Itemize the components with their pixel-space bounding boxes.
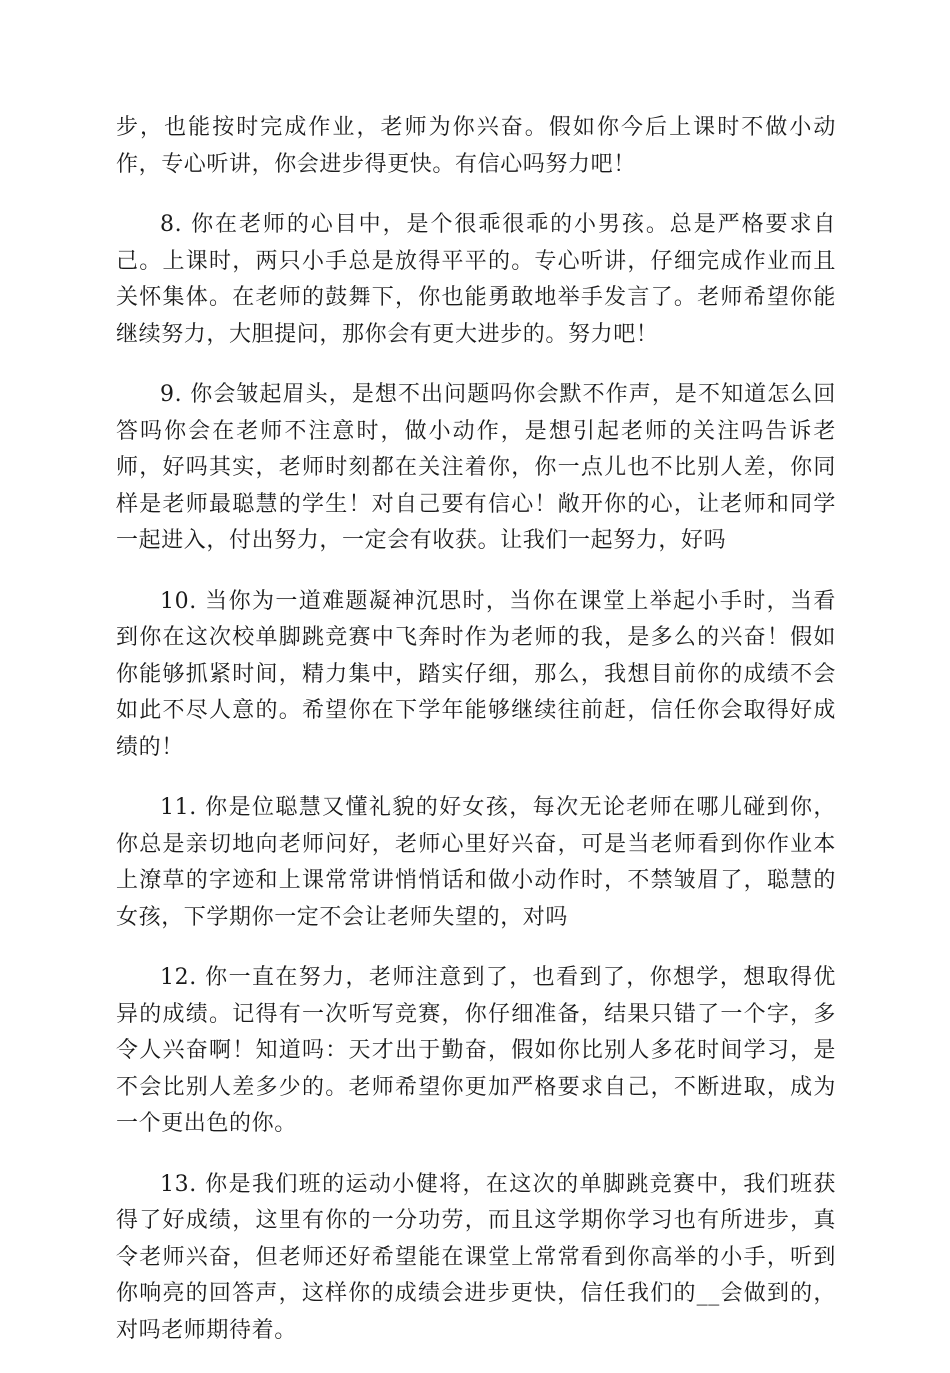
paragraph-continuation: 步，也能按时完成作业，老师为你兴奋。假如你今后上课时不做小动作，专心听讲，你会进步得更快。有信心吗努力吧！ [116,115,836,177]
document-page [116,110,836,1373]
paragraph-9: 9. 你会皱起眉头，是想不出问题吗你会默不作声，是不知道怎么回答吗你会在老师不注意时，做小动作，是想引起老师的关注吗告诉老师，好吗其实，老师时刻都在关注着你，你一点儿也不比别人差，你同样是老师最聪慧的学生！对自己要有信心！敞开你的心，让老师和同学一起进入，付出努力，一定会有收获。让我们一起努力，好吗 [116,382,836,553]
paragraph-10: 10. 当你为一道难题凝神沉思时，当你在课堂上举起小手时，当看到你在这次校单脚跳竞赛中飞奔时作为老师的我，是多么的兴奋！假如你能够抓紧时间，精力集中，踏实仔细，那么，我想目前你的成绩不会如此不尽人意的。希望你在下学年能够继续往前赶，信任你会取得好成绩的！ [116,588,836,760]
paragraph-12: 12. 你一直在努力，老师注意到了，也看到了，你想学，想取得优异的成绩。记得有一次听写竞赛，你仔细准备，结果只错了一个字，多令人兴奋啊！知道吗：天才出于勤奋，假如你比别人多花时间学习，是不会比别人差多少的。老师希望你更加严格要求自己，不断进取，成为一个更出色的你。 [116,965,836,1136]
paragraph-8: 8. 你在老师的心目中，是个很乖很乖的小男孩。总是严格要求自己。上课时，两只小手总是放得平平的。专心听讲，仔细完成作业而且关怀集体。在老师的鼓舞下，你也能勇敢地举手发言了。老师希望你能继续努力，大胆提问，那你会有更大进步的。努力吧！ [116,212,836,347]
paragraph-13: 13. 你是我们班的运动小健将，在这次的单脚跳竞赛中，我们班获得了好成绩，这里有你的一分功劳，而且这学期你学习也有所进步，真令老师兴奋，但老师还好希望能在课堂上常常看到你高举的小手，听到你响亮的回答声，这样你的成绩会进步更快，信任我们的__会做到的，对吗老师期待着。 [116,1171,836,1343]
paragraph-11: 11. 你是位聪慧又懂礼貌的好女孩，每次无论老师在哪儿碰到你，你总是亲切地向老师问好，老师心里好兴奋，可是当老师看到你作业本上潦草的字迹和上课常常讲悄悄话和做小动作时，不禁皱眉了，聪慧的女孩，下学期你一定不会让老师失望的，对吗 [116,795,836,930]
